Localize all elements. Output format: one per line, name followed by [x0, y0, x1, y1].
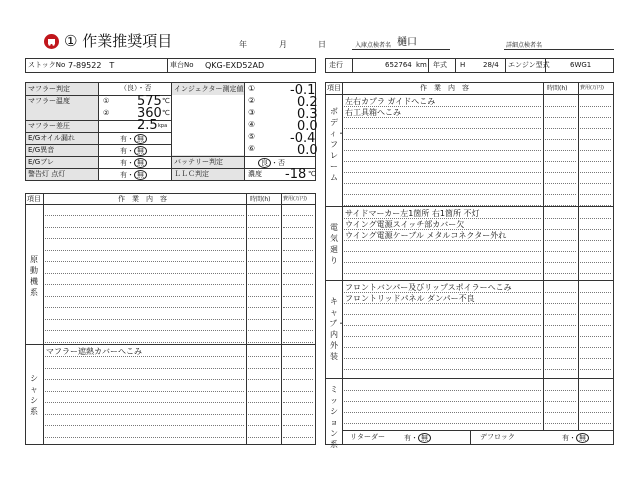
row-guide-line	[45, 356, 244, 357]
muffler-temp2-no: ②	[103, 109, 110, 117]
right-sec-mission: ミッション系	[330, 385, 338, 449]
right-body-item-1: 左右カプラ ガイドへこみ	[345, 97, 436, 106]
right-electric-item-1: サイドマーカー左1箇所 右1箇所 不灯	[345, 209, 480, 218]
difflock-label: デフロック	[480, 433, 515, 441]
row-guide-line	[283, 284, 313, 285]
row-guide-line	[283, 250, 313, 251]
muffler-diff-unit: kpa	[158, 123, 168, 129]
right-sec-cab: キャブ・内外装	[329, 297, 345, 361]
row-guide-line	[283, 342, 313, 343]
right-col-cost: 費用(万円)	[580, 85, 604, 91]
muffler-temp2-unit: ℃	[162, 109, 170, 117]
year-value: 28/4	[483, 61, 499, 69]
chassis-label: 車台No	[170, 61, 194, 69]
row-guide-line	[45, 368, 244, 369]
row-guide-line	[283, 425, 313, 426]
row-guide-line	[248, 425, 279, 426]
row-guide-line	[45, 261, 244, 262]
row-guide-line	[45, 284, 244, 285]
row-guide-line	[248, 250, 279, 251]
row-guide-line	[248, 261, 279, 262]
row-guide-line	[283, 402, 313, 403]
row-guide-line	[580, 161, 611, 162]
detail-inspector-label: 詳細点検者名	[506, 42, 543, 49]
retarder-choice: 有・ 無	[404, 433, 431, 443]
row-guide-line	[545, 314, 576, 315]
row-guide-line	[580, 401, 611, 402]
row-guide-line	[344, 423, 541, 424]
injector-no-6: ⑥	[248, 144, 256, 153]
warning-label: 警告灯 点灯	[28, 170, 66, 178]
row-guide-line	[545, 262, 576, 263]
row-guide-line	[45, 238, 244, 239]
row-guide-line	[545, 273, 576, 274]
right-electric-item-3: ウイング電源ケーブル メタルコネクター外れ	[345, 231, 507, 240]
left-col-time: 時間(h)	[250, 196, 271, 203]
row-guide-line	[45, 307, 244, 308]
row-guide-line	[283, 414, 313, 415]
row-guide-line	[344, 292, 541, 293]
right-col-work: 作 業 内 容	[420, 84, 469, 92]
row-guide-line	[344, 183, 541, 184]
day-label: 日	[318, 40, 326, 49]
row-guide-line	[545, 183, 576, 184]
muffler-judge-label: マフラー判定	[28, 85, 70, 93]
eg-shake-label: E/Gブレ	[28, 158, 54, 166]
row-guide-line	[545, 325, 576, 326]
left-col-work: 作 業 内 容	[118, 195, 167, 203]
row-guide-line	[344, 314, 541, 315]
injector-value-1: -0.1	[290, 83, 316, 98]
injector-no-1: ①	[248, 84, 256, 93]
row-guide-line	[580, 303, 611, 304]
row-guide-line	[580, 128, 611, 129]
year-label: 年	[239, 40, 247, 49]
row-guide-line	[248, 437, 279, 438]
row-guide-line	[580, 218, 611, 219]
row-guide-line	[545, 240, 576, 241]
row-guide-line	[580, 292, 611, 293]
row-guide-line	[580, 183, 611, 184]
stock-value: 7-89522 T	[68, 61, 115, 70]
battery-choice: 良 ・否	[258, 158, 285, 168]
row-guide-line	[344, 106, 541, 107]
inspector-label: 入庫点検者名	[355, 42, 392, 49]
row-guide-line	[283, 227, 313, 228]
retarder-label: リターダー	[350, 433, 385, 441]
row-guide-line	[283, 356, 313, 357]
row-guide-line	[248, 330, 279, 331]
row-guide-line	[45, 379, 244, 380]
row-guide-line	[283, 368, 313, 369]
row-guide-line	[545, 336, 576, 337]
row-guide-line	[545, 303, 576, 304]
row-guide-line	[344, 347, 541, 348]
year-era: H	[460, 61, 466, 69]
injector-no-2: ②	[248, 96, 256, 105]
engine-label: エンジン型式	[508, 61, 550, 69]
row-guide-line	[580, 194, 611, 195]
inspector-name: 樋口	[397, 37, 417, 48]
llc-conc-label: 濃度	[248, 170, 262, 178]
right-col-item: 項目	[327, 84, 341, 92]
eg-shake-choice: 有・ 無	[120, 158, 147, 168]
right-body-item-2: 右工具箱へこみ	[345, 108, 401, 117]
year-type-label: 年式	[433, 61, 447, 69]
row-guide-line	[344, 194, 541, 195]
row-guide-line	[580, 412, 611, 413]
row-guide-line	[580, 325, 611, 326]
row-guide-line	[344, 161, 541, 162]
row-guide-line	[580, 139, 611, 140]
row-guide-line	[248, 391, 279, 392]
row-guide-line	[248, 227, 279, 228]
row-guide-line	[283, 437, 313, 438]
row-guide-line	[545, 161, 576, 162]
injector-value-5: -0.4	[290, 131, 316, 146]
right-sec-electric: 電気廻り	[330, 223, 338, 265]
row-guide-line	[580, 205, 611, 206]
engine-value: 6WG1	[570, 61, 592, 69]
eg-noise-choice: 有・ 無	[120, 146, 147, 156]
row-guide-line	[344, 325, 541, 326]
injector-value-3: 0.3	[297, 107, 318, 122]
row-guide-line	[344, 358, 541, 359]
row-guide-line	[344, 369, 541, 370]
row-guide-line	[344, 303, 541, 304]
row-guide-line	[248, 238, 279, 239]
row-guide-line	[248, 284, 279, 285]
difflock-choice: 有・ 無	[562, 433, 589, 443]
row-guide-line	[545, 218, 576, 219]
muffler-temp1-no: ①	[103, 97, 110, 105]
row-guide-line	[580, 262, 611, 263]
row-guide-line	[45, 414, 244, 415]
row-guide-line	[545, 229, 576, 230]
row-guide-line	[545, 412, 576, 413]
row-guide-line	[45, 215, 244, 216]
row-guide-line	[344, 251, 541, 252]
row-guide-line	[580, 390, 611, 391]
row-guide-line	[45, 273, 244, 274]
row-guide-line	[580, 358, 611, 359]
row-guide-line	[283, 379, 313, 380]
row-guide-line	[248, 215, 279, 216]
row-guide-line	[248, 379, 279, 380]
row-guide-line	[545, 358, 576, 359]
row-guide-line	[248, 273, 279, 274]
chassis-value: QKG-EXD52AD	[205, 61, 265, 70]
row-guide-line	[45, 250, 244, 251]
row-guide-line	[283, 261, 313, 262]
row-guide-line	[45, 319, 244, 320]
truck-icon	[44, 34, 59, 49]
row-guide-line	[45, 342, 244, 343]
month-label: 月	[279, 40, 287, 49]
row-guide-line	[248, 319, 279, 320]
row-guide-line	[545, 194, 576, 195]
row-guide-line	[545, 423, 576, 424]
row-guide-line	[344, 139, 541, 140]
stock-label: ストックNo	[28, 61, 66, 69]
row-guide-line	[580, 336, 611, 337]
row-guide-line	[45, 425, 244, 426]
right-sec-body: ボディ・フレーム	[329, 107, 345, 182]
row-guide-line	[545, 150, 576, 151]
row-guide-line	[283, 307, 313, 308]
row-guide-line	[344, 336, 541, 337]
row-guide-line	[344, 218, 541, 219]
eg-oil-label: E/Gオイル漏れ	[28, 134, 75, 142]
row-guide-line	[545, 401, 576, 402]
left-sec-chassis: シャシ系	[30, 374, 38, 416]
battery-label: バッテリー判定	[174, 158, 223, 166]
right-col-time: 時間(h)	[547, 85, 568, 92]
row-guide-line	[344, 172, 541, 173]
row-guide-line	[580, 150, 611, 151]
row-guide-line	[344, 412, 541, 413]
row-guide-line	[248, 356, 279, 357]
row-guide-line	[344, 262, 541, 263]
row-guide-line	[248, 307, 279, 308]
muffler-temp1-unit: ℃	[162, 97, 170, 105]
left-col-item: 項目	[27, 195, 41, 203]
injector-no-3: ③	[248, 108, 256, 117]
row-guide-line	[344, 128, 541, 129]
row-guide-line	[283, 319, 313, 320]
row-guide-line	[580, 106, 611, 107]
row-guide-line	[580, 172, 611, 173]
row-guide-line	[45, 330, 244, 331]
injector-no-4: ④	[248, 120, 256, 129]
eg-oil-choice: 有・ 無	[120, 134, 147, 144]
injector-value-4: 0.0	[297, 119, 318, 134]
row-guide-line	[545, 390, 576, 391]
llc-value: -18	[285, 167, 307, 182]
injector-no-5: ⑤	[248, 132, 256, 141]
muffler-diff-value: 2.5	[137, 118, 158, 133]
row-guide-line	[580, 314, 611, 315]
row-guide-line	[248, 342, 279, 343]
row-guide-line	[45, 296, 244, 297]
left-chassis-item-1: マフラー遮熱カバーへこみ	[46, 347, 142, 356]
row-guide-line	[45, 402, 244, 403]
row-guide-line	[580, 347, 611, 348]
row-guide-line	[283, 273, 313, 274]
row-guide-line	[248, 368, 279, 369]
row-guide-line	[283, 391, 313, 392]
row-guide-line	[344, 150, 541, 151]
muffler-diff-label: マフラー差圧	[28, 122, 70, 130]
row-guide-line	[545, 172, 576, 173]
row-guide-line	[45, 391, 244, 392]
row-guide-line	[283, 215, 313, 216]
mileage-unit: km	[416, 61, 427, 69]
llc-label: ＬＬＣ判定	[174, 170, 209, 178]
row-guide-line	[344, 240, 541, 241]
row-guide-line	[580, 369, 611, 370]
row-guide-line	[344, 273, 541, 274]
right-cab-item-1: フロントバンパー及びリップスポイラーへこみ	[345, 283, 512, 292]
injector-value-6: 0.0	[297, 143, 318, 158]
muffler-temp1-value: 575	[137, 94, 162, 109]
row-guide-line	[344, 117, 541, 118]
row-guide-line	[580, 117, 611, 118]
mileage-value: 652764	[385, 61, 412, 69]
row-guide-line	[580, 229, 611, 230]
left-col-cost: 費用(万円)	[283, 196, 307, 202]
row-guide-line	[545, 251, 576, 252]
row-guide-line	[45, 227, 244, 228]
row-guide-line	[580, 240, 611, 241]
page-title: ① 作業推奨項目	[64, 32, 173, 50]
row-guide-line	[344, 390, 541, 391]
llc-unit: ℃	[308, 170, 316, 178]
row-guide-line	[545, 117, 576, 118]
row-guide-line	[45, 437, 244, 438]
row-guide-line	[248, 296, 279, 297]
left-sec-engine: 原動機系	[30, 255, 38, 297]
row-guide-line	[545, 139, 576, 140]
row-guide-line	[283, 238, 313, 239]
injector-label: インジェクター測定値	[174, 85, 244, 93]
row-guide-line	[545, 369, 576, 370]
injector-value-2: 0.2	[297, 95, 318, 110]
row-guide-line	[580, 251, 611, 252]
row-guide-line	[344, 205, 541, 206]
row-guide-line	[545, 128, 576, 129]
row-guide-line	[545, 106, 576, 107]
row-guide-line	[248, 414, 279, 415]
right-electric-item-2: ウイング電源スイッチ部カバー欠	[345, 220, 465, 229]
row-guide-line	[545, 292, 576, 293]
row-guide-line	[248, 402, 279, 403]
muffler-temp2-value: 360	[137, 106, 162, 121]
row-guide-line	[545, 347, 576, 348]
row-guide-line	[545, 205, 576, 206]
row-guide-line	[580, 423, 611, 424]
eg-noise-label: E/G異音	[28, 146, 55, 154]
right-cab-item-2: フロントリッドパネル ダンパー不良	[345, 294, 475, 303]
row-guide-line	[344, 401, 541, 402]
row-guide-line	[580, 273, 611, 274]
mileage-label: 走行	[329, 61, 343, 69]
row-guide-line	[344, 229, 541, 230]
warning-choice: 有・ 無	[120, 170, 147, 180]
muffler-judge-good: （良）・否	[120, 84, 152, 92]
row-guide-line	[283, 296, 313, 297]
row-guide-line	[283, 330, 313, 331]
muffler-temp-label: マフラー温度	[28, 97, 70, 105]
